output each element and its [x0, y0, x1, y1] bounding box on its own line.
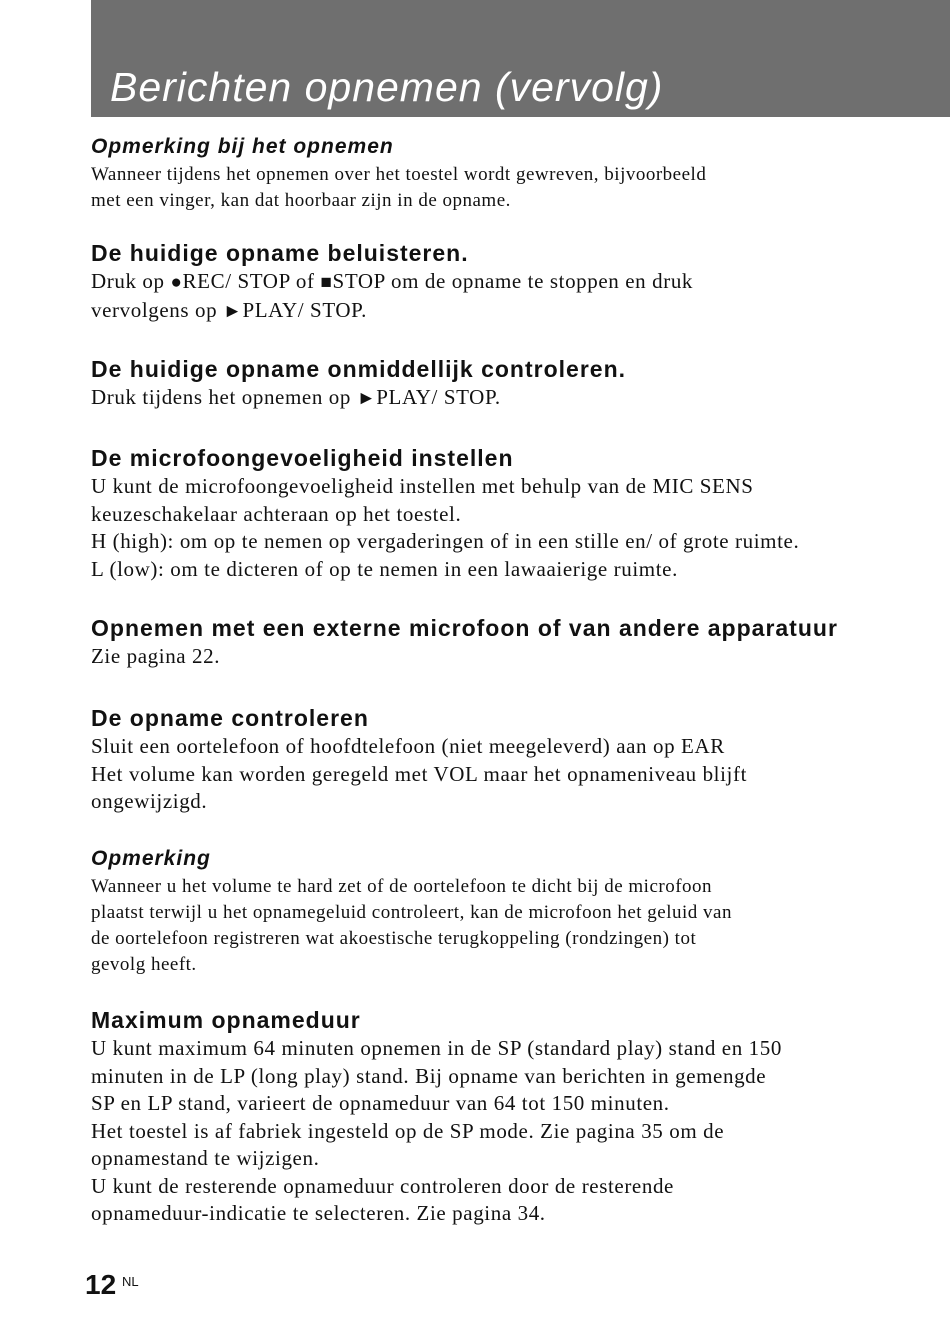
stop-icon: ■ [320, 272, 333, 293]
section-heading: De microfoongevoeligheid instellen [91, 445, 514, 471]
body-line: Zie pagina 22. [91, 644, 221, 668]
body-line: vervolgens op ►PLAY/ STOP. [91, 297, 367, 322]
section-opname-controleren [91, 703, 747, 816]
section-heading: De huidige opname onmiddellijk controleren. [91, 356, 627, 382]
section-heading: Maximum opnameduur [91, 1007, 361, 1033]
page-title: Berichten opnemen (vervolg) [110, 64, 664, 110]
section-heading: Opmerking bij het opnemen [91, 135, 394, 158]
body-line: opnamestand te wijzigen. [91, 1146, 320, 1170]
body-line: U kunt de microfoongevoeligheid instellen met behulp van de MIC SENS [91, 474, 754, 498]
body-line: SP en LP stand, varieert de opnameduur van 64 tot 150 minuten. [91, 1091, 670, 1115]
body-line: ongewijzigd. [91, 789, 208, 813]
section-heading: De opname controleren [91, 705, 369, 731]
body-line: minuten in de LP (long play) stand. Bij opname van berichten in gemengde [91, 1063, 767, 1088]
body-line: U kunt maximum 64 minuten opnemen in de SP (standard play) stand en 150 [91, 1036, 782, 1060]
play-icon: ► [356, 388, 377, 409]
record-icon: ● [170, 272, 183, 293]
section-microfoongevoeligheid [91, 443, 799, 583]
body-line: Wanneer u het volume te hard zet of de oortelefoon te dicht bij de microfoon [91, 876, 713, 897]
body-line: opnameduur-indicatie te selecteren. Zie pagina 34. [91, 1201, 546, 1225]
page-language: NL [122, 1274, 139, 1289]
body-line: Sluit een oortelefoon of hoofdtelefoon (niet meegeleverd) aan op EAR [91, 734, 725, 758]
section-opmerking [91, 844, 732, 978]
play-icon: ► [223, 300, 243, 322]
body-line: Het toestel is af fabriek ingesteld op de SP mode. Zie pagina 35 om de [91, 1118, 725, 1143]
section-externe-microfoon [91, 613, 838, 671]
section-heading: De huidige opname beluisteren. [91, 240, 469, 266]
body-line: de oortelefoon registreren wat akoestische terugkoppeling (rondzingen) tot [91, 928, 697, 949]
body-line: L (low): om te dicteren of op te nemen in een lawaaierige ruimte. [91, 556, 678, 581]
body-line: Druk op ●REC/ STOP of ■STOP om de opname te stoppen en druk [91, 269, 694, 293]
body-line: gevolg heeft. [91, 954, 197, 975]
body-line: Wanneer tijdens het opnemen over het toestel wordt gewreven, bijvoorbeeld [91, 164, 707, 185]
section-opmerking-opnemen [91, 132, 706, 214]
body-line: plaatst terwijl u het opnamegeluid controleert, kan de microfoon het geluid van [91, 902, 732, 923]
section-opname-controleren-direct [91, 354, 626, 413]
body-line: U kunt de resterende opnameduur controleren door de resterende [91, 1173, 674, 1198]
section-maximum-opnameduur [91, 1005, 782, 1228]
body-line: Druk tijdens het opnemen op ►PLAY/ STOP. [91, 385, 501, 409]
body-line: Het volume kan worden geregeld met VOL maar het opnameniveau blijft [91, 761, 747, 786]
body-line: H (high): om op te nemen op vergaderingen of in een stille en/ of grote ruimte. [91, 529, 800, 553]
body-line: met een vinger, kan dat hoorbaar zijn in de opname. [91, 190, 511, 211]
page-number: 12 [85, 1269, 117, 1300]
section-opname-beluisteren [91, 238, 693, 325]
body-line: keuzeschakelaar achteraan op het toestel. [91, 501, 462, 526]
section-heading: Opnemen met een externe microfoon of van andere apparatuur [91, 615, 838, 641]
section-heading: Opmerking [91, 847, 211, 870]
